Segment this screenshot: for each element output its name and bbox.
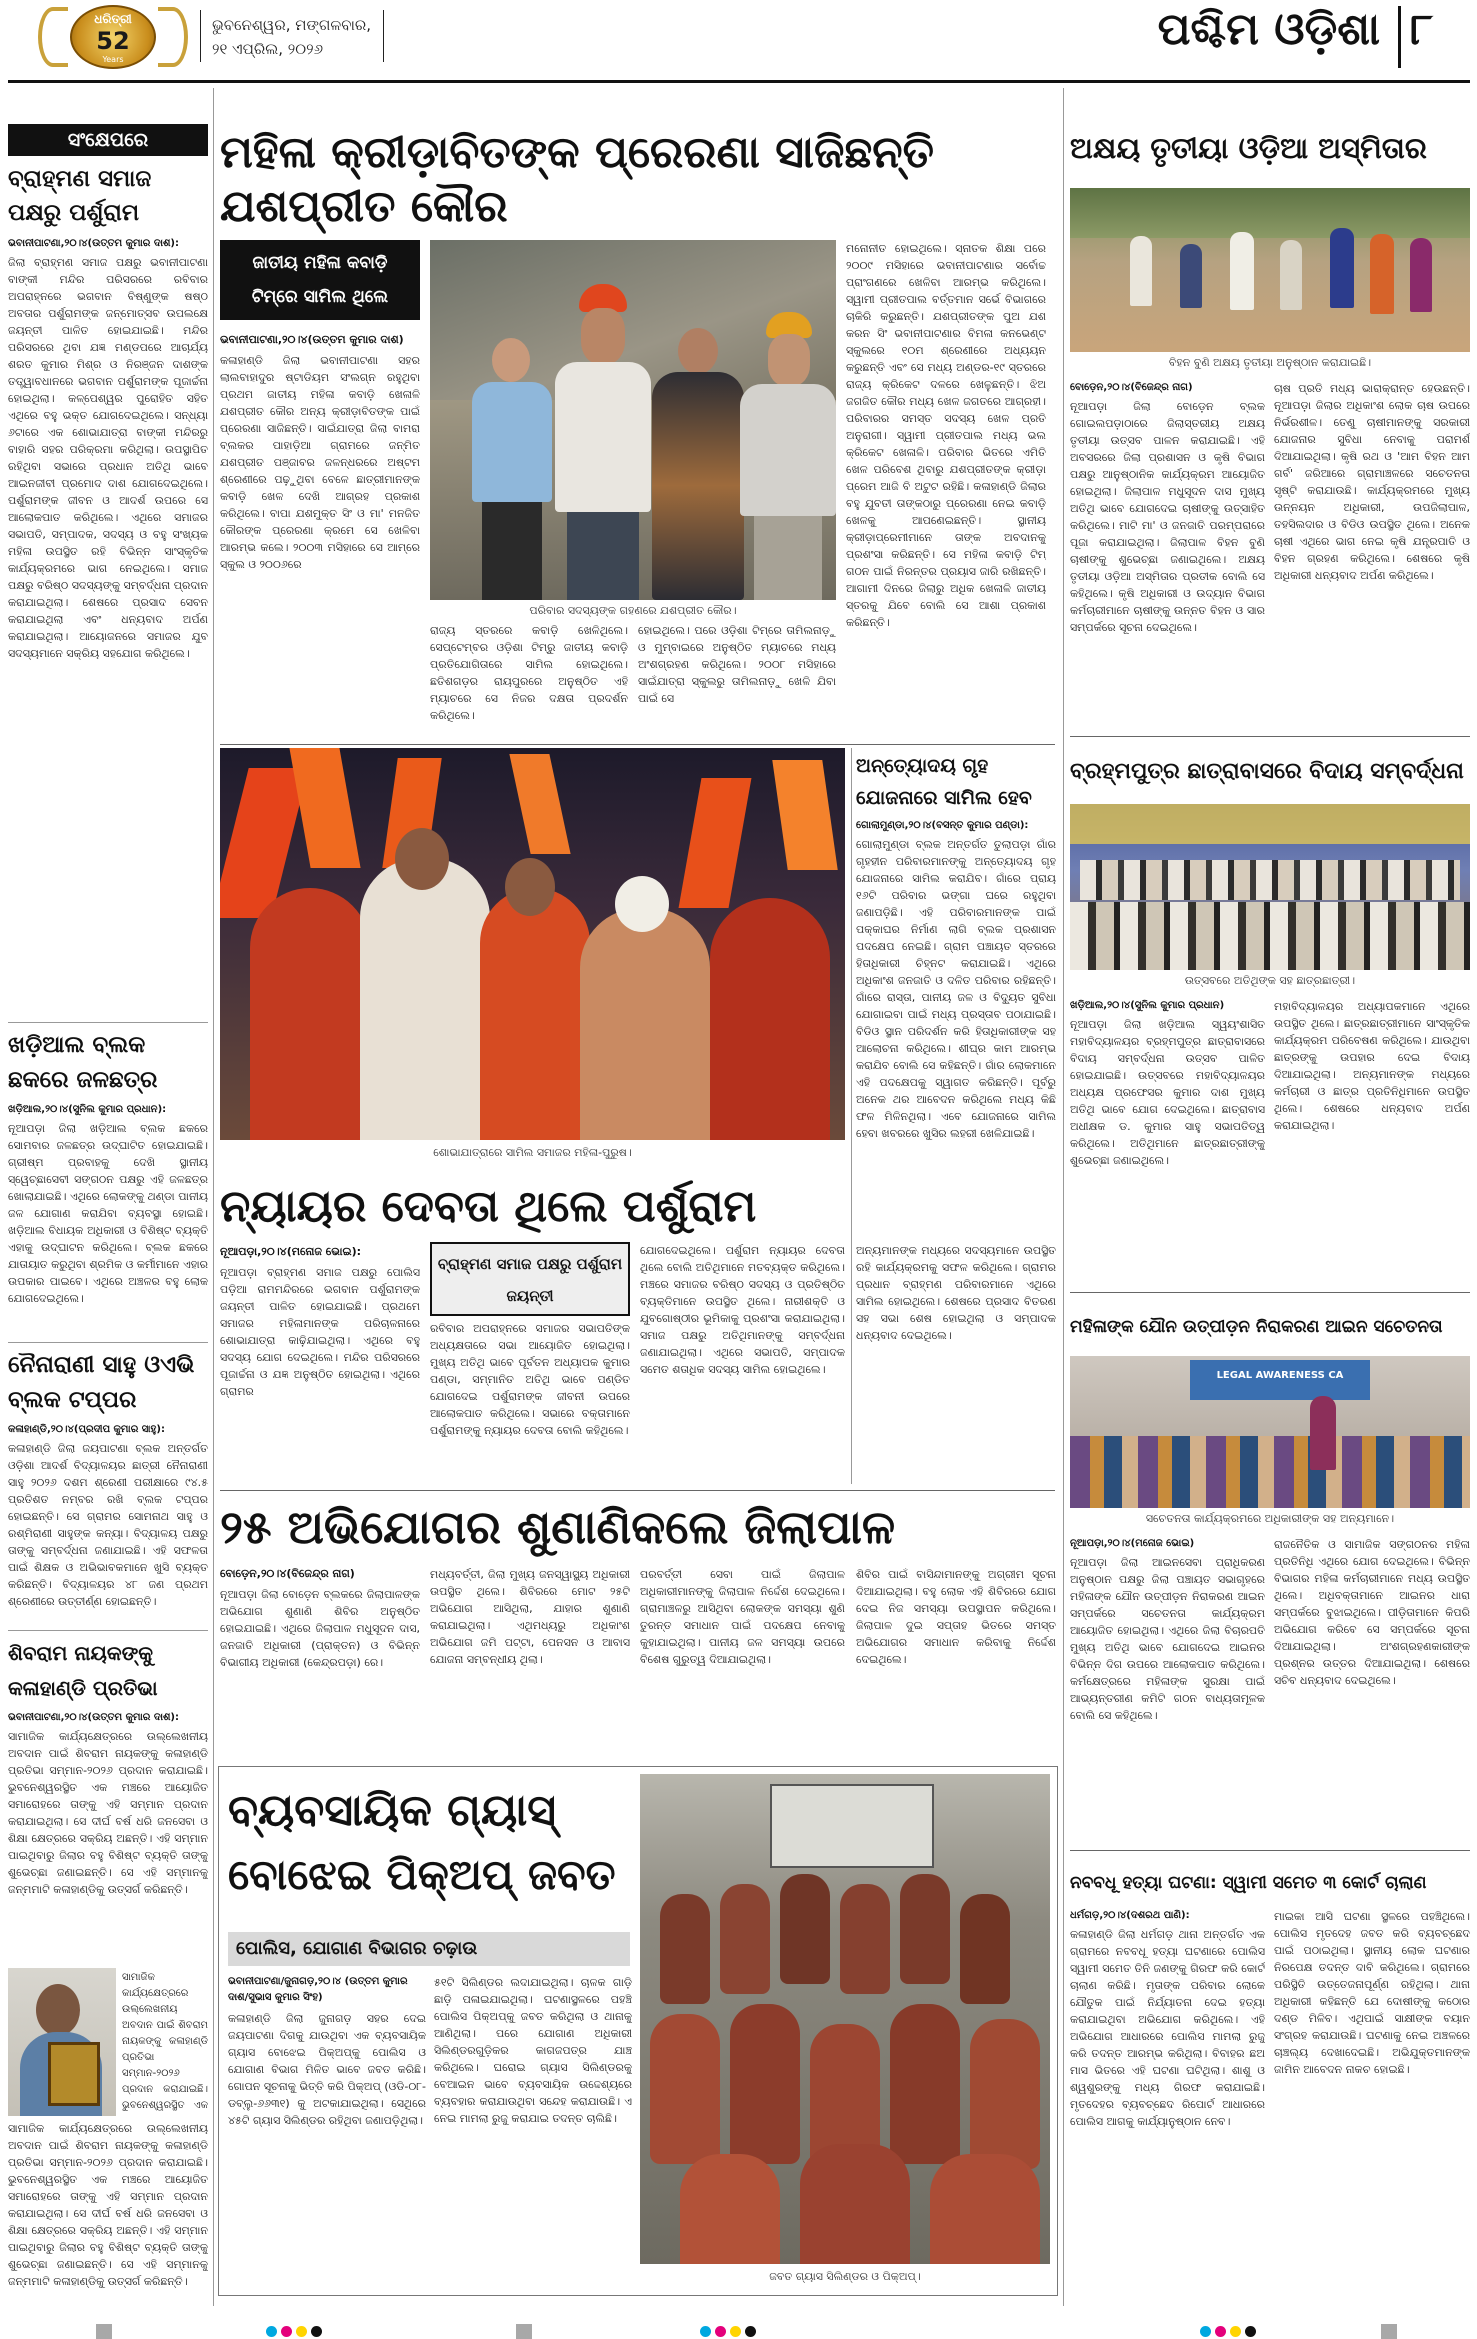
gas-headline-line2: ବୋଝେଇ ପିକ୍‌ଅପ୍ ଜବତ xyxy=(228,1850,616,1899)
brahmaputra-byline: ଖଡ଼ିଆଲ,୨୦।୪(ସୁନିଲ କୁମାର ପ୍ରଧାନ) xyxy=(1070,1000,1225,1011)
column-rule-middle xyxy=(851,748,852,1484)
awardee-portrait-photo xyxy=(8,1968,116,2116)
awareness-event-photo xyxy=(1070,1356,1470,1508)
brief-2-headline: ଖଡ଼ିଆଲ ବ୍ଲକ ଛକରେ ଜଳଛତ୍ର xyxy=(8,1032,158,1093)
gas-photo-caption: ଜବତ ଗ୍ୟାସ ସିଲିଣ୍ଡର ଓ ପିକ୍‌ଅପ୍। xyxy=(769,2270,921,2283)
akshaya-body-col2: ଚାଷ ପ୍ରତି ମଧ୍ୟ ଭାରାକ୍ରାନ୍ତ ହେଉଛନ୍ତି। ନୂଆପଡ଼ା ଜିଲାର ଅଧିକାଂଶ ଲୋକ ଚାଷ ଉପରେ ନିର୍ଭରଶୀଳ। ତେଣୁ ଚାଷୀମାନଙ୍କୁ ସରକାରୀ ଯୋଜନାର ସୁବିଧା ନେବାକୁ ପରାମର୍ଶ ଦିଆଯାଇଥିଲା। କୃଷି ରଥ ଓ 'ଆମ ବିହନ ଆମ ଗର୍ବ' ଜରିଆରେ ଗ୍ରାମାଞ୍ଚଳରେ ସଚେତନତା ସୃଷ୍ଟି କରାଯାଉଛି। କାର୍ଯ୍ୟକ୍ରମରେ ମୁଖ୍ୟ ଉନ୍ନୟନ ଅଧିକାରୀ, ଉପଜିଲାପାଳ, ତହସିଲଦାର ଓ ବିଡିଓ ଉପସ୍ଥିତ ଥିଲେ। ଅନେକ ଚାଷୀ ଏଥିରେ ଭାଗ ନେଇ କୃଷି ଯନ୍ତ୍ରପାତି ଓ ବିହନ ଗ୍ରହଣ କରିଥିଲେ। ଶେଷରେ କୃଷି ଅଧିକାରୀ ଧନ୍ୟବାଦ ଅର୍ପଣ କରିଥିଲେ। xyxy=(1274,382,1470,582)
parshuram-body-col3: ଯୋଗଦେଇଥିଲେ। ପର୍ଶୁରାମ ନ୍ୟାୟର ଦେବତା ଥିଲେ ବୋଲି ଅତିଥିମାନେ ମତବ୍ୟକ୍ତ କରିଥିଲେ। ମଞ୍ଚରେ ସମାଜର ବରିଷ୍ଠ ସଦସ୍ୟ ଓ ପ୍ରତିଷ୍ଠିତ ବ୍ୟକ୍ତିମାନେ ଉପସ୍ଥିତ ଥିଲେ। ନାରୀଶକ୍ତି ଓ ଯୁବଗୋଷ୍ଠୀର ଭୂମିକାକୁ ପ୍ରଶଂସା କରାଯାଇଥିଲା। ସମାଜ ପକ୍ଷରୁ ଅତିଥିମାନଙ୍କୁ ସମ୍ବର୍ଦ୍ଧନା ଜଣାଯାଇଥିଲା। ଏଥିରେ ସଭାପତି, ସମ୍ପାଦକ ସମେତ ଶତାଧିକ ସଦସ୍ୟ ସାମିଲ ହୋଇଥିଲେ। xyxy=(640,1244,845,1376)
housing-headline: ଅନ୍ତ୍ୟୋଦୟ ଗୃହ ଯୋଜନାରେ ସାମିଲ ହେବ xyxy=(856,755,1032,809)
lead-body-col1: କଳାହାଣ୍ଡି ଜିଲା ଭବାନୀପାଟଣା ସହର ଲାଲବାହାଦୁର ଷ୍ଟାଡିୟମ ସଂଲଗ୍ନ ରହୁଥିବା ପ୍ରଥମ ଜାତୀୟ ମହିଳା କବାଡ଼ି ଖେଳାଳି ଯଶପ୍ରୀତ କୌର ଅନ୍ୟ କ୍ରୀଡ଼ାବିତଙ୍କ ପାଇଁ ପ୍ରେରଣା ସାଜିଛନ୍ତି। ସାଇଁଯାତ୍ରା ଜିଲା ବାମରା ବ୍ଲକର ପାହାଡ଼ିଆ ଗ୍ରାମରେ ଜନ୍ମିତ ଯଶପ୍ରୀତ ପଞ୍ଜାବର ଜଳନ୍ଧରରେ ଅଷ୍ଟମ ଶ୍ରେଣୀରେ ପଢ଼ୁଥିବା ବେଳେ ଛାତ୍ରୀମାନଙ୍କ କବାଡ଼ି ଖେଳ ଦେଖି ଆଗ୍ରହ ପ୍ରକାଶ କରିଥିଲେ। ବାପା ଯଶମୁକ୍ତ ସିଂ ଓ ମା' ମନଜିତ କୌରଙ୍କ ପ୍ରେରଣା କ୍ରମେ ସେ ଖେଳିବା ଆରମ୍ଭ କଲେ। ୨୦୦୩ ମସିହାରେ ସେ ଆମ୍ରେ ସ୍କୁଲ ଓ ୨୦୦୬ରେ xyxy=(220,354,420,571)
akshaya-photo-caption: ବିହନ ବୁଣି ଅକ୍ଷୟ ତୃତୀୟା ଅନୁଷ୍ଠାନ କରାଯାଇଛି। xyxy=(1168,356,1372,369)
laurel-left-icon xyxy=(38,7,68,67)
gas-byline: ଭବାନୀପାଟଣା/ଜୁନାଗଡ଼,୨୦।୪ (ଉତ୍ତମ କୁମାର ଦାଶ/ସୁଭାସ କୁମାର ସିଂହ) xyxy=(228,1976,408,2003)
awareness-banner-text: LEGAL AWARENESS CA xyxy=(1216,1370,1344,1381)
gas-body-col1: କଳାହାଣ୍ଡି ଜିଲା ଜୁନାଗଡ଼ ସହର ଦେଇ ଜୟପାଟଣା ଦିଗକୁ ଯାଉଥିବା ଏକ ବ୍ୟବସାୟିକ ଗ୍ୟାସ ବୋଝେଇ ପିକ୍‌ଅପ୍‌କୁ ପୋଲିସ ଓ ଯୋଗାଣ ବିଭାଗ ମିଳିତ ଭାବେ ଜବତ କରିଛି। ଗୋପନ ସୂଚନାକୁ ଭିତ୍ତି କରି ପିକ୍‌ଅପ୍ (ଓଡି-୦୮-ଡବ୍ଲୁ-୬୬୩୧) କୁ ଅଟକାଯାଇଥିଲା। ସେଥିରେ ୪୫ଟି ଗ୍ୟାସ ସିଲିଣ୍ଡର ରହିଥିବା ଜଣାପଡ଼ିଥିଲା। xyxy=(228,2012,426,2127)
brief-4-body-bottom: ସାମାଜିକ କାର୍ଯ୍ୟକ୍ଷେତ୍ରରେ ଉଲ୍ଲେଖନୀୟ ଅବଦାନ ପାଇଁ ଶିବରାମ ନାୟକଙ୍କୁ କଳାହାଣ୍ଡି ପ୍ରତିଭା ସମ୍ମାନ-୨୦୨୬ ପ୍ରଦାନ କରାଯାଇଛି। ଭୁବନେଶ୍ୱରସ୍ଥିତ ଏକ ମଞ୍ଚରେ ଆୟୋଜିତ ସମାରୋହରେ ତାଙ୍କୁ ଏହି ସମ୍ମାନ ପ୍ରଦାନ କରାଯାଇଥିଲା। ସେ ଦୀର୍ଘ ବର୍ଷ ଧରି ଜନସେବା ଓ ଶିକ୍ଷା କ୍ଷେତ୍ରରେ ସକ୍ରିୟ ଅଛନ୍ତି। ଏହି ସମ୍ମାନ ପାଇଥିବାରୁ ଜିଲାର ବହୁ ବିଶିଷ୍ଟ ବ୍ୟକ୍ତି ତାଙ୍କୁ ଶୁଭେଚ୍ଛା ଜଣାଇଛନ୍ତି। ସେ ଏହି ସମ୍ମାନକୁ ଜନ୍ମମାଟି କଳାହାଣ୍ଡିକୁ ଉତ୍ସର୍ଗ କରିଛନ୍ତି। xyxy=(8,2122,208,2288)
registration-dot-magenta xyxy=(1215,2326,1226,2337)
lead-kicker: ଜାତୀୟ ମହିଳା କବାଡ଼ି ଟିମ୍‌ରେ ସାମିଲ ଥିଲେ xyxy=(251,253,389,307)
lead-body-col3: ହୋଇଥିଲେ। ପରେ ଓଡ଼ିଶା ଟିମ୍‌ରେ ତାମିଲନାଡ଼ୁ ଓ ମୁମ୍ବାଇରେ ଅନୁଷ୍ଠିତ ମ୍ୟାଚରେ ମଧ୍ୟ ଅଂଶଗ୍ରହଣ କରିଥିଲେ। ୨୦୦୮ ମସିହାରେ ସାଇଁଯାତ୍ରା ସ୍କୁଲରୁ ତାମିଲନାଡ଼ୁ ଖେଳି ଯିବା ପାଇଁ ସେ xyxy=(638,624,836,705)
brief-4-headline: ଶିବରାମ ନାୟକଙ୍କୁ କଳାହାଣ୍ଡି ପ୍ରତିଭା xyxy=(8,1641,158,1700)
legal-awareness-banner xyxy=(1190,1360,1370,1400)
awareness-photo-caption: ସଚେତନତା କାର୍ଯ୍ୟକ୍ରମରେ ଅଧିକାରୀଙ୍କ ସହ ଅନ୍ୟମାନେ। xyxy=(1145,1512,1395,1525)
dateline: ଭୁବନେଶ୍ୱର, ମଙ୍ଗଳବାର, xyxy=(212,16,372,34)
brief-1-byline: ଭବାନୀପାଟଣା,୨୦।୪(ଉତ୍ତମ କୁମାର ଦାଶ): xyxy=(8,238,180,249)
hearing-body-col3: ପରବର୍ତ୍ତୀ ସେବା ପାଇଁ ଜିଲାପାଳ ଅଧିକାରୀମାନଙ୍କୁ ଜିଲାପାଳ ନିର୍ଦ୍ଦେଶ ଦେଇଥିଲେ। ଗ୍ରାମାଞ୍ଚଳରୁ ଆସିଥିବା ଲୋକଙ୍କ ସମସ୍ୟା ଶୁଣି ତୁରନ୍ତ ସମାଧାନ ପାଇଁ ପଦକ୍ଷେପ ନେବାକୁ କୁହାଯାଇଥିଲା। ପାନୀୟ ଜଳ ସମସ୍ୟା ଉପରେ ବିଶେଷ ଗୁରୁତ୍ୱ ଦିଆଯାଇଥିଲା। xyxy=(640,1568,845,1666)
brief-3-byline: କଳାହାଣ୍ଡି,୨୦।୪(ପ୍ରଦୀପ କୁମାର ସାହୁ): xyxy=(8,1424,165,1435)
housing-body: ଗୋଲାମୁଣ୍ଡା ବ୍ଲକ ଅନ୍ତର୍ଗତ ତୁଲାପଡ଼ା ଗାଁର ଗୃହହୀନ ପରିବାରମାନଙ୍କୁ ଅନ୍ତ୍ୟୋଦୟ ଗୃହ ଯୋଜନାରେ ସାମିଲ କରାଯିବ। ଗାଁରେ ପ୍ରାୟ ୧୬ଟି ପରିବାର ଭଙ୍ଗା ଘରେ ରହୁଥିବା ଜଣାପଡ଼ିଛି। ଏହି ପରିବାରମାନଙ୍କ ପାଇଁ ପକ୍କାଘର ନିର୍ମାଣ ଲାଗି ବ୍ଲକ ପ୍ରଶାସନ ପଦକ୍ଷେପ ନେଇଛି। ଗ୍ରାମ ପଞ୍ଚାୟତ ସ୍ତରରେ ହିତାଧିକାରୀ ଚିହ୍ନଟ କରାଯାଇଛି। ଏଥିରେ ଅଧିକାଂଶ ଜନଜାତି ଓ ଦଳିତ ପରିବାର ରହିଛନ୍ତି। ଗାଁରେ ରାସ୍ତା, ପାନୀୟ ଜଳ ଓ ବିଦ୍ୟୁତ ସୁବିଧା ଯୋଗାଇବା ପାଇଁ ମଧ୍ୟ ପ୍ରସ୍ତାବ ପଠାଯାଇଛି। ବିଡିଓ ସ୍ଥାନ ପରିଦର୍ଶନ କରି ହିତାଧିକାରୀଙ୍କ ସହ ଆଲୋଚନା କରିଥିଲେ। ଶୀଘ୍ର କାମ ଆରମ୍ଭ କରାଯିବ ବୋଲି ସେ କହିଛନ୍ତି। ଗାଁର ଲୋକମାନେ ଏହି ପଦକ୍ଷେପକୁ ସ୍ୱାଗତ କରିଛନ୍ତି। ପୂର୍ବରୁ ଅନେକ ଥର ଆବେଦନ କରିଥିଲେ ମଧ୍ୟ କିଛି ଫଳ ମିଳିନଥିଲା। ଏବେ ଯୋଜନାରେ ସାମିଲ ହେବା ଖବରରେ ଖୁସିର ଲହରୀ ଖେଳିଯାଇଛି। xyxy=(856,838,1056,1140)
person-woman-1 xyxy=(472,338,552,600)
masthead-rule xyxy=(8,80,1470,83)
flag-5 xyxy=(679,778,752,908)
brief-3-body: କଳାହାଣ୍ଡି ଜିଲା ଜୟପାଟଣା ବ୍ଲକ ଅନ୍ତର୍ଗତ ଓଡ଼ିଶା ଆଦର୍ଶ ବିଦ୍ୟାଳୟର ଛାତ୍ରୀ ନୈନାରାଣୀ ସାହୁ ୨୦୨୬ ଦଶମ ଶ୍ରେଣୀ ପରୀକ୍ଷାରେ ୯୪.୫ ପ୍ରତିଶତ ନମ୍ବର ରଖି ବ୍ଲକ ଟପ୍ପର ହୋଇଛନ୍ତି। ସେ ଗ୍ରାମର ସୋମନାଥ ସାହୁ ଓ ରଶ୍ମିରାଣୀ ସାହୁଙ୍କ କନ୍ୟା। ବିଦ୍ୟାଳୟ ପକ୍ଷରୁ ତାଙ୍କୁ ସମ୍ବର୍ଦ୍ଧନା ଜଣାଯାଇଛି। ଏହି ସଫଳତା ପାଇଁ ଶିକ୍ଷକ ଓ ଅଭିଭାବକମାନେ ଖୁସି ବ୍ୟକ୍ତ କରିଛନ୍ତି। ବିଦ୍ୟାଳୟର ୪୮ ଜଣ ପ୍ରଥମ ଶ୍ରେଣୀରେ ଉତ୍ତୀର୍ଣ୍ଣ ହୋଇଛନ୍ତି। xyxy=(8,1442,208,1608)
brief-divider-1 xyxy=(8,1022,208,1023)
murder-headline: ନବବଧୂ ହତ୍ୟା ଘଟଣା: ସ୍ୱାମୀ ସମେତ ୩ କୋର୍ଟ ଚାଲାଣ xyxy=(1070,1873,1427,1893)
parshuram-body-col2: ରବିବାର ଅପରାହ୍ନରେ ସମାଜର ସଭାପତିଙ୍କ ଅଧ୍ୟକ୍ଷତାରେ ସଭା ଆୟୋଜିତ ହୋଇଥିଲା। ମୁଖ୍ୟ ଅତିଥି ଭାବେ ପୂର୍ବତନ ଅଧ୍ୟାପକ କୁମାର ପଣ୍ଡା, ସମ୍ମାନିତ ଅତିଥି ଭାବେ ପଣ୍ଡିତ ଯୋଗଦେଇ ପର୍ଶୁରାମଙ୍କ ଜୀବନୀ ଉପରେ ଆଲୋକପାତ କରିଥିଲେ। ସଭାରେ ବକ୍ତାମାନେ ପର୍ଶୁରାମଙ୍କୁ ନ୍ୟାୟର ଦେବତା ବୋଲି କହିଥିଲେ। xyxy=(430,1322,630,1437)
brief-1-body: ଜିଲା ବ୍ରାହ୍ମଣ ସମାଜ ପକ୍ଷରୁ ଭବାନୀପାଟଣା ବାଙ୍କୀ ମନ୍ଦିର ପରିସରରେ ରବିବାର ଅପରାହ୍ନରେ ଭଗବାନ ବିଷ୍ଣୁଙ୍କ ଷଷ୍ଠ ଅବତାର ପର୍ଶୁରାମଙ୍କ ଜନ୍ମୋତ୍ସବ ଉପଲକ୍ଷେ ଜୟନ୍ତୀ ପାଳିତ ହୋଇଯାଇଛି। ମନ୍ଦିର ପରିସରରେ ଥିବା ଯଜ୍ଞ ମଣ୍ଡପରେ ଆଚାର୍ଯ୍ୟ ଶରତ କୁମାର ମିଶ୍ର ଓ ନିରଞ୍ଜନ ଦାଶଙ୍କ ତତ୍ତ୍ୱାବଧାନରେ ଭଗବାନ ପର୍ଶୁରାମଙ୍କ ପୂଜାର୍ଚ୍ଚନା ହୋଇଥିଲା। କଳ୍ପେଶ୍ୱର ପୁରୋହିତ ସହିତ ଏଥିରେ ବହୁ ଭକ୍ତ ଯୋଗଦେଇଥିଲେ। ସନ୍ଧ୍ୟା ୬ଟାରେ ଏକ ଶୋଭାଯାତ୍ରା ବାଙ୍କୀ ମନ୍ଦିରରୁ ବାହାରି ସହର ପରିକ୍ରମା କରିଥିଲା। ଉପସ୍ଥାପିତ ରହିଥିବା ସଭାରେ ପ୍ରଧାନ ଅତିଥି ଭାବେ ଆଇନଜୀବୀ ପ୍ରମୋଦ ଦାଶ ଯୋଗଦେଇଥିଲେ। ପର୍ଶୁରାମଙ୍କ ଜୀବନ ଓ ଆଦର୍ଶ ଉପରେ ସେ ଆଲୋକପାତ କରିଥିଲେ। ଏଥିରେ ସମାଜର ସଭାପତି, ସମ୍ପାଦକ, ସଦସ୍ୟ ଓ ବହୁ ସଂଖ୍ୟକ ମହିଳା ଉପସ୍ଥିତ ରହି ବିଭିନ୍ନ ସାଂସ୍କୃତିକ କାର୍ଯ୍ୟକ୍ରମରେ ଭାଗ ନେଇଥିଲେ। ସମାଜ ପକ୍ଷରୁ ବରିଷ୍ଠ ସଦସ୍ୟଙ୍କୁ ସମ୍ବର୍ଦ୍ଧନା ପ୍ରଦାନ କରାଯାଇଥିଲା। ଶେଷରେ ପ୍ରସାଦ ସେବନ କରାଯାଇଥିଲା ଏବଂ ଧନ୍ୟବାଦ ଅର୍ପଣ କରାଯାଇଥିଲା। ଆୟୋଜନରେ ସମାଜର ଯୁବ ସଦସ୍ୟମାନେ ସକ୍ରିୟ ସହଯୋଗ କରିଥିଲେ। xyxy=(8,256,208,660)
flag-4 xyxy=(509,754,570,854)
masthead-divider xyxy=(200,10,201,62)
registration-dot-yellow xyxy=(730,2326,741,2337)
gas-headline-line1: ବ୍ୟବସାୟିକ ଗ୍ୟାସ୍ xyxy=(228,1785,556,1836)
brahmaputra-body-col1: ନୂଆପଡ଼ା ଜିଲା ଖଡ଼ିଆଲ ସ୍ୱୟଂଶାସିତ ମହାବିଦ୍ୟାଳୟର ବ୍ରହ୍ମପୁତ୍ର ଛାତ୍ରାବାସରେ ବିଦାୟ ସମ୍ବର୍ଦ୍ଧନା ଉତ୍ସବ ପାଳିତ ହୋଇଯାଇଛି। ଉତ୍ସବରେ ମହାବିଦ୍ୟାଳୟର ଅଧ୍ୟକ୍ଷ ପ୍ରଫେସର କୁମାର ଦାଶ ମୁଖ୍ୟ ଅତିଥି ଭାବେ ଯୋଗ ଦେଇଥିଲେ। ଛାତ୍ରାବାସ ଅଧୀକ୍ଷକ ଡ. କୁମାର ସାହୁ ସଭାପତିତ୍ୱ କରିଥିଲେ। ଅତିଥିମାନେ ଛାତ୍ରଛାତ୍ରୀଙ୍କୁ ଶୁଭେଚ୍ଛା ଜଣାଇଥିଲେ। xyxy=(1070,1018,1265,1167)
person-woman-2 xyxy=(652,328,744,600)
page-number: ୮ xyxy=(1410,4,1433,55)
registration-dot-cyan xyxy=(266,2326,277,2337)
akshaya-bottom-rule xyxy=(1070,736,1470,737)
brief-2-body: ନୂଆପଡ଼ା ଜିଲା ଖଡ଼ିଆଲ ବ୍ଲକ ଛକରେ ସୋମବାର ଜଳଛତ୍ର ଉଦ୍‌ଘାଟିତ ହୋଇଯାଇଛି। ଗ୍ରୀଷ୍ମ ପ୍ରବାହକୁ ଦେଖି ସ୍ଥାନୀୟ ସ୍ୱେଚ୍ଛାସେବୀ ସଙ୍ଗଠନ ପକ୍ଷରୁ ଏହି ଜଳଛତ୍ର ଖୋଲାଯାଇଛି। ଏଥିରେ ଲୋକଙ୍କୁ ଥଣ୍ଡା ପାନୀୟ ଜଳ ଯୋଗାଣ କରାଯିବା ବ୍ୟବସ୍ଥା ହୋଇଛି। ଖଡ଼ିଆଲ ବିଧାୟକ ଅଧିକାରୀ ଓ ବିଶିଷ୍ଟ ବ୍ୟକ୍ତି ଏହାକୁ ଉଦ୍‌ଘାଟନ କରିଥିଲେ। ବ୍ଲକ ଛକରେ ଯାତାୟାତ କରୁଥିବା ଶ୍ରମିକ ଓ କର୍ମୀମାନେ ଏହାର ଉପକାର ପାଇବେ। ଏଥିରେ ଅଞ୍ଚଳର ବହୁ ଲୋକ ଯୋଗଦେଇଥିଲେ। xyxy=(8,1122,208,1305)
akshaya-field-photo xyxy=(1070,188,1470,352)
awareness-byline: ନୂଆପଡ଼ା,୨୦।୪(ମନୋଜ ଭୋଇ) xyxy=(1070,1538,1195,1549)
brief-divider-3 xyxy=(8,1630,208,1631)
parshuram-bottom-rule xyxy=(220,1490,1055,1491)
brief-4-byline: ଭବାନୀପାଟଣା,୨୦।୪(ଉତ୍ତମ କୁମାର ଦାଶ): xyxy=(8,1712,180,1723)
parshuram-byline: ନୂଆପଡ଼ା,୨୦।୪(ମନୋଜ ଭୋଇ): xyxy=(220,1245,362,1258)
procession-photo-caption: ଶୋଭାଯାତ୍ରାରେ ସାମିଲ ସମାଜର ମହିଳା-ପୁରୁଷ। xyxy=(433,1146,632,1159)
housing-byline: ଗୋଲାମୁଣ୍ଡା,୨୦।୪(ବସନ୍ତ କୁମାର ପଣ୍ଡା): xyxy=(856,820,1029,831)
lead-body-col4: ମନୋନୀତ ହୋଇଥିଲେ। ସ୍ନାତକ ଶିକ୍ଷା ପରେ ୨୦୦୯ ମସିହାରେ ଭବାନୀପାଟଣାର ସର୍ବୋଚ୍ଚ ପ୍ରାଂଗଣରେ ଖେଳିବା ଆରମ୍ଭ କରିଥିଲେ। ସ୍ୱାମୀ ପ୍ରୀତପାଲ ବର୍ତ୍ତମାନ ସର୍ଭେ ବିଭାଗରେ ଚାକିରି କରୁଛନ୍ତି। ଯଶପ୍ରୀତଙ୍କ ପୁଅ ଯଶ କରନ ସିଂ ଭବାନୀପାଟଣାର ବିମଳା କନଭେଣ୍ଟ ସ୍କୁଲରେ ୧୦ମ ଶ୍ରେଣୀରେ ଅଧ୍ୟୟନ କରୁଛନ୍ତି ଏବଂ ସେ ମଧ୍ୟ ଅଣ୍ଡର-୧୯ ସ୍ତରରେ ରାଜ୍ୟ କ୍ରିକେଟ ଦଳରେ ଖେଳୁଛନ୍ତି। ଝିଅ ଜଗଜିତ କୌର ମଧ୍ୟ ଖେଳ ଜଗତରେ ଆଗ୍ରହୀ। ପରିବାରର ସମସ୍ତ ସଦସ୍ୟ ଖେଳ ପ୍ରତି ଅନୁରାଗୀ। ସ୍ୱାମୀ ପ୍ରୀତପାଲ ମଧ୍ୟ ଭଲ କ୍ରିକେଟ ଖେଳାଳି। ପରିବାର ଭିତରେ ଏମିତି ଖେଳ ପରିବେଶ ଥିବାରୁ ଯଶପ୍ରୀତଙ୍କ କ୍ରୀଡ଼ା ପ୍ରେମ ଆଜି ବି ଅଟୁଟ ରହିଛି। କଳାହାଣ୍ଡି ଜିଲାର ବହୁ ଯୁବତୀ ତାଙ୍କଠାରୁ ପ୍ରେରଣା ନେଇ କବାଡ଼ି ଖେଳକୁ ଆପଣେଇଛନ୍ତି। ସ୍ଥାନୀୟ କ୍ରୀଡ଼ାପ୍ରେମୀମାନେ ତାଙ୍କ ଅବଦାନକୁ ପ୍ରଶଂସା କରିଛନ୍ତି। ସେ ମହିଳା କବାଡ଼ି ଟିମ୍ ଗଠନ ପାଇଁ ନିରନ୍ତର ପ୍ରୟାସ ଜାରି ରଖିଛନ୍ତି। ଆଗାମୀ ଦିନରେ ଜିଲାରୁ ଅଧିକ ଖେଳାଳି ଜାତୀୟ ସ୍ତରକୁ ଯିବେ ବୋଲି ସେ ଆଶା ପ୍ରକାଶ କରିଛନ୍ତି। xyxy=(846,242,1046,629)
brahmaputra-headline: ବ୍ରହ୍ମପୁତ୍ର ଛାତ୍ରାବାସରେ ବିଦାୟ ସମ୍ବର୍ଦ୍ଧନା xyxy=(1070,759,1464,784)
lead-photo-caption: ପରିବାର ସଦସ୍ୟଙ୍କ ଗହଣରେ ଯଶପ୍ରୀତ କୌର। xyxy=(529,604,737,617)
flag-6 xyxy=(772,760,837,870)
print-mark-grey-3 xyxy=(1381,2324,1397,2339)
lead-bottom-rule xyxy=(220,744,1055,745)
awareness-body-col2: ରାଜନୈତିକ ଓ ସାମାଜିକ ସଙ୍ଗଠନର ମହିଳା ପ୍ରତିନିଧି ଏଥିରେ ଯୋଗ ଦେଇଥିଲେ। ବିଭିନ୍ନ ବିଭାଗର ମହିଳା କର୍ମଚାରୀମାନେ ମଧ୍ୟ ଉପସ୍ଥିତ ଥିଲେ। ଅଧିବକ୍ତାମାନେ ଆଇନର ଧାରା ସମ୍ପର୍କରେ ବୁଝାଇଥିଲେ। ପୀଡ଼ିତାମାନେ କିପରି ଅଭିଯୋଗ କରିବେ ସେ ସମ୍ପର୍କରେ ସୂଚନା ଦିଆଯାଇଥିଲା। ଅଂଶଗ୍ରହଣକାରୀଙ୍କ ପ୍ରଶ୍ନର ଉତ୍ତର ଦିଆଯାଇଥିଲା। ଶେଷରେ ସଚିବ ଧନ୍ୟବାଦ ଦେଇଥିଲେ। xyxy=(1274,1538,1470,1687)
parshuram-body-col1: ନୂଆପଡ଼ା ବ୍ରାହ୍ମଣ ସମାଜ ପକ୍ଷରୁ ପୋଲିସ ପଡ଼ିଆ ରାମମନ୍ଦିରରେ ଭଗବାନ ପର୍ଶୁରାମଙ୍କ ଜୟନ୍ତୀ ପାଳିତ ହୋଇଯାଇଛି। ପ୍ରଥମେ ସମାଜର ମହିଳାମାନଙ୍କ ପରିଚାଳନାରେ ଶୋଭାଯାତ୍ରା କାଢ଼ିଯାଇଥିଲା। ଏଥିରେ ବହୁ ସଦସ୍ୟ ଯୋଗ ଦେଇଥିଲେ। ମନ୍ଦିର ପରିସରରେ ପୂଜାର୍ଚ୍ଚନା ଓ ଯଜ୍ଞ ଅନୁଷ୍ଠିତ ହୋଇଥିଲା। ଏଥିରେ ଗ୍ରାମର xyxy=(220,1266,420,1398)
registration-dot-yellow xyxy=(1230,2326,1241,2337)
brief-4-body-side: ସାମାଜିକ କାର୍ଯ୍ୟକ୍ଷେତ୍ରରେ ଉଲ୍ଲେଖନୀୟ ଅବଦାନ ପାଇଁ ଶିବରାମ ନାୟକଙ୍କୁ କଳାହାଣ୍ଡି ପ୍ରତିଭା ସମ୍ମାନ-୨୦୨୬ ପ୍ରଦାନ କରାଯାଇଛି। ଭୁବନେଶ୍ୱରସ୍ଥିତ ଏକ xyxy=(122,1972,208,2111)
anniversary-word: Years xyxy=(102,55,124,64)
anniversary-number: 52 xyxy=(96,27,130,55)
flag-2 xyxy=(289,748,360,868)
hearing-body-col1: ନୂଆପଡ଼ା ଜିଲା ବୋଡ଼େନ ବ୍ଲକରେ ଜିଲାପାଳଙ୍କ ଅଭିଯୋଗ ଶୁଣାଣି ଶିବିର ଅନୁଷ୍ଠିତ ହୋଇଯାଇଛି। ଏଥିରେ ଜିଲାପାଳ ମଧୁସୂଦନ ଦାସ, ଜନଜାତି ଅଧିକାରୀ (ପ୍ରାକ୍ତନ) ଓ ବିଭିନ୍ନ ବିଭାଗୀୟ ଅଧିକାରୀ (କେନ୍ଦ୍ରପଡ଼ା) ରେ। xyxy=(220,1588,420,1669)
procession-photo xyxy=(220,748,845,1140)
lead-headline: ମହିଳା କ୍ରୀଡ଼ାବିତଙ୍କ ପ୍ରେରଣା ସାଜିଛନ୍ତି ଯଶପ୍ରୀତ କୌର xyxy=(220,127,934,232)
awareness-body-col1: ନୂଆପଡ଼ା ଜିଲା ଆଇନସେବା ପ୍ରାଧିକରଣ ଅନୁଷ୍ଠାନ ପକ୍ଷରୁ ଜିଲା ପଞ୍ଚାୟତ ସଭାଗୃହରେ ମହିଳାଙ୍କ ଯୌନ ଉତ୍ପୀଡ଼ନ ନିରାକରଣ ଆଇନ ସମ୍ପର୍କରେ ସଚେତନତା କାର୍ଯ୍ୟକ୍ରମ ଆୟୋଜିତ ହୋଇଥିଲା। ଏଥିରେ ଜିଲା ବିଚାରପତି ମୁଖ୍ୟ ଅତିଥି ଭାବେ ଯୋଗଦେଇ ଆଇନର ବିଭିନ୍ନ ଦିଗ ଉପରେ ଆଲୋକପାତ କରିଥିଲେ। କର୍ମକ୍ଷେତ୍ରରେ ମହିଳାଙ୍କ ସୁରକ୍ଷା ପାଇଁ ଆଭ୍ୟନ୍ତରୀଣ କମିଟି ଗଠନ ବାଧ୍ୟତାମୂଳକ ବୋଲି ସେ କହିଥିଲେ। xyxy=(1070,1556,1265,1722)
column-rule-right xyxy=(1063,88,1064,2306)
parshuram-body-col4: ଅନ୍ୟମାନଙ୍କ ମଧ୍ୟରେ ସଦସ୍ୟମାନେ ଉପସ୍ଥିତ ରହି କାର୍ଯ୍ୟକ୍ରମକୁ ସଫଳ କରିଥିଲେ। ଗ୍ରାମର ପ୍ରଧାନ ବ୍ରାହ୍ମଣ ପରିବାରମାନେ ଏଥିରେ ସାମିଲ ହୋଇଥିଲେ। ଶେଷରେ ପ୍ରସାଦ ବିତରଣ ସହ ସଭା ଶେଷ ହୋଇଥିଲା ଓ ସମ୍ପାଦକ ଧନ୍ୟବାଦ ଦେଇଥିଲେ। xyxy=(856,1244,1056,1342)
registration-dot-cyan xyxy=(1200,2326,1211,2337)
person-man-1 xyxy=(555,284,651,600)
masthead-divider-2 xyxy=(383,10,384,62)
brief-3-headline: ନୈନାରାଣୀ ସାହୁ ଓଏଭି ବ୍ଲକ ଟପ୍ପର xyxy=(8,1352,195,1413)
briefs-heading: ସଂକ୍ଷେପରେ xyxy=(8,124,208,156)
pickup-truck xyxy=(770,1784,934,1868)
registration-dot-yellow xyxy=(296,2326,307,2337)
hearing-body-col2: ମଧ୍ୟବର୍ତ୍ତୀ, ଜିଲା ମୁଖ୍ୟ ଜନସ୍ୱାସ୍ଥ୍ୟ ଅଧିକାରୀ ଉପସ୍ଥିତ ଥିଲେ। ଶିବିରରେ ମୋଟ ୨୫ଟି ଅଭିଯୋଗ ଆସିଥିଲା, ଯାହାର ଶୁଣାଣି କରାଯାଇଥିଲା। ଏଥିମଧ୍ୟରୁ ଅଧିକାଂଶ ଅଭିଯୋଗ ଜମି ପଟ୍ଟା, ପେନସନ ଓ ଆବାସ ଯୋଜନା ସମ୍ବନ୍ଧୀୟ ଥିଲା। xyxy=(430,1568,630,1666)
hearing-body-col4: ଶିବିର ପାଇଁ ବାସିନ୍ଦାମାନଙ୍କୁ ଅଗ୍ରୀମ ସୂଚନା ଦିଆଯାଇଥିଲା। ବହୁ ଲୋକ ଏହି ଶିବିରରେ ଯୋଗ ଦେଇ ନିଜ ସମସ୍ୟା ଉପସ୍ଥାପନ କରିଥିଲେ। ଜିଲାପାଳ ଦୁଇ ସପ୍ତାହ ଭିତରେ ସମସ୍ତ ଅଭିଯୋଗର ସମାଧାନ କରିବାକୁ ନିର୍ଦ୍ଦେଶ ଦେଇଥିଲେ। xyxy=(856,1568,1056,1666)
akshaya-body-col1: ନୂଆପଡ଼ା ଜିଲା ବୋଡ଼େନ ବ୍ଲକ ଗୋଇଲପଡ଼ାଠାରେ ଜିଲାସ୍ତରୀୟ ଅକ୍ଷୟ ତୃତୀୟା ଉତ୍ସବ ପାଳନ କରାଯାଇଛି। ଏହି ଅବସରରେ ଜିଲା ପ୍ରଶାସନ ଓ କୃଷି ବିଭାଗ ପକ୍ଷରୁ ଆନୁଷ୍ଠାନିକ କାର୍ଯ୍ୟକ୍ରମ ଆୟୋଜିତ ହୋଇଥିଲା। ଜିଲାପାଳ ମଧୁସୂଦନ ଦାସ ମୁଖ୍ୟ ଅତିଥି ଭାବେ ଯୋଗଦେଇ ଚାଷୀଙ୍କୁ ଉତ୍ସାହିତ କରିଥିଲେ। ମାଟି ମା' ଓ ଜନଜାତି ପରମ୍ପରାରେ ପୂଜା କରାଯାଇଥିଲା। ଜିଲାପାଳ ବିହନ ବୁଣି ଚାଷୀଙ୍କୁ ଶୁଭେଚ୍ଛା ଜଣାଇଥିଲେ। ଅକ୍ଷୟ ତୃତୀୟା ଓଡ଼ିଆ ଅସ୍ମିତାର ପ୍ରତୀକ ବୋଲି ସେ କହିଥିଲେ। କୃଷି ଅଧିକାରୀ ଓ ଉଦ୍ୟାନ ବିଭାଗ କର୍ମଚାରୀମାନେ ଚାଷୀଙ୍କୁ ଉନ୍ନତ ବିହନ ଓ ସାର ସମ୍ପର୍କରେ ସୂଚନା ଦେଇଥିଲେ। xyxy=(1070,400,1265,634)
registration-dot-black xyxy=(745,2326,756,2337)
brief-2-byline: ଖଡ଼ିଆଲ,୨୦।୪(ସୁନିଲ କୁମାର ପ୍ରଧାନ): xyxy=(8,1104,167,1115)
column-rule-left xyxy=(213,88,214,2306)
murder-byline: ଧର୍ମଗଡ଼,୨୦।୪(ଦଶରଥ ପାଣି): xyxy=(1070,1910,1190,1921)
section-title: ପଶ୍ଚିମ ଓଡ଼ିଶା xyxy=(1157,4,1380,55)
murder-body-col2: ମାଇକା ଆସି ଘଟଣା ସ୍ଥଳରେ ପହଞ୍ଚିଥିଲେ। ପୋଲିସ ମୃତଦେହ ଜବତ କରି ବ୍ୟବଚ୍ଛେଦ ପାଇଁ ପଠାଇଥିଲା। ସ୍ଥାନୀୟ ଲୋକ ଘଟଣାର ନିରପେକ୍ଷ ତଦନ୍ତ ଦାବି କରିଥିଲେ। ଗ୍ରାମରେ ପରିସ୍ଥିତି ଉତ୍ତେଜନାପୂର୍ଣ୍ଣ ରହିଥିଲା। ଥାନା ଅଧିକାରୀ କହିଛନ୍ତି ଯେ ଦୋଷୀଙ୍କୁ କଠୋର ଦଣ୍ଡ ମିଳିବ। ଏଥିପାଇଁ ସାକ୍ଷୀଙ୍କ ବୟାନ ସଂଗ୍ରହ କରାଯାଉଛି। ଘଟଣାକୁ ନେଇ ଅଞ୍ଚଳରେ ଚାଞ୍ଚଲ୍ୟ ଦେଖାଦେଇଛି। ଅଭିଯୁକ୍ତମାନଙ୍କ ଜାମିନ ଆବେଦନ ନାକଚ ହୋଇଛି। xyxy=(1274,1910,1470,2076)
registration-dot-magenta xyxy=(715,2326,726,2337)
issue-date: ୨୧ ଏପ୍ରିଲ, ୨୦୨୬ xyxy=(212,40,323,58)
akshaya-byline: ବୋଡ଼େନ,୨୦।୪(ବିଜେନ୍ଦ୍ର ନାଗ) xyxy=(1070,382,1193,393)
print-mark-grey-1 xyxy=(96,2324,112,2339)
gas-cylinders-photo xyxy=(640,1774,1050,2264)
laurel-right-icon xyxy=(158,7,188,67)
masthead xyxy=(0,0,1477,74)
brief-divider-2 xyxy=(8,1342,208,1343)
awareness-headline: ମହିଳାଙ୍କ ଯୌନ ଉତ୍ପୀଡ଼ନ ନିରାକରଣ ଆଇନ ସଚେତନତା xyxy=(1070,1317,1443,1337)
akshaya-headline: ଅକ୍ଷୟ ତୃତୀୟା ଓଡ଼ିଆ ଅସ୍ମିତାର xyxy=(1070,131,1427,165)
hearing-headline: ୨୫ ଅଭିଯୋଗର ଶୁଣାଣିକଲେ ଜିଲାପାଳ xyxy=(220,1500,896,1554)
murder-body-col1: କଳାହାଣ୍ଡି ଜିଲା ଧର୍ମଗଡ଼ ଥାନା ଅନ୍ତର୍ଗତ ଏକ ଗ୍ରାମରେ ନବବଧୂ ହତ୍ୟା ଘଟଣାରେ ପୋଲିସ ସ୍ୱାମୀ ସମେତ ତିନି ଜଣଙ୍କୁ ଗିରଫ କରି କୋର୍ଟ ଚାଲାଣ କରିଛି। ମୃତାଙ୍କ ପରିବାର ଲୋକେ ଯୌତୁକ ପାଇଁ ନିର୍ଯ୍ୟାତନା ଦେଇ ହତ୍ୟା କରାଯାଇଥିବା ଅଭିଯୋଗ କରିଥିଲେ। ଏହି ଅଭିଯୋଗ ଆଧାରରେ ପୋଲିସ ମାମଲା ରୁଜୁ କରି ତଦନ୍ତ ଆରମ୍ଭ କରିଥିଲା। ବିବାହର ଛଅ ମାସ ଭିତରେ ଏହି ଘଟଣା ଘଟିଥିଲା। ଶାଶୁ ଓ ଶ୍ୱଶୁରଙ୍କୁ ମଧ୍ୟ ଗିରଫ କରାଯାଇଛି। ମୃତଦେହର ବ୍ୟବଚ୍ଛେଦ ରିପୋର୍ଟ ଆଧାରରେ ପୋଲିସ ଆଗକୁ କାର୍ଯ୍ୟାନୁଷ୍ଠାନ ନେବ। xyxy=(1070,1928,1265,2128)
brief-1-headline: ବ୍ରାହ୍ମଣ ସମାଜ ପକ୍ଷରୁ ପର୍ଶୁରାମ xyxy=(8,166,152,226)
lead-body-col2: ରାଜ୍ୟ ସ୍ତରରେ କବାଡ଼ି ଖେଳିଥିଲେ। ସେପ୍ଟେମ୍ବର ଓଡ଼ିଶା ଟିମ୍‌ରୁ ଜାତୀୟ କବାଡ଼ି ପ୍ରତିଯୋଗିତାରେ ସାମିଲ ହୋଇଥିଲେ। ଛତିଶଗଡ଼ର ରାୟପୁରରେ ଅନୁଷ୍ଠିତ ଏହି ମ୍ୟାଚରେ ସେ ନିଜର ଦକ୍ଷତା ପ୍ରଦର୍ଶନ କରିଥିଲେ। xyxy=(430,624,628,722)
parshuram-headline: ନ୍ୟାୟର ଦେବତା ଥିଲେ ପର୍ଶୁରାମ xyxy=(220,1181,757,1232)
gas-kicker-box xyxy=(228,1932,630,1966)
hearing-byline: ବୋଡ଼େନ,୨୦।୪(ବିଜେନ୍ଦ୍ର ନାଗ) xyxy=(220,1567,355,1580)
briefs-column xyxy=(8,88,208,2306)
award-plaque xyxy=(48,2042,100,2106)
brahmaputra-photo-caption: ଉତ୍ସବରେ ଅତିଥିଙ୍କ ସହ ଛାତ୍ରଛାତ୍ରୀ। xyxy=(1184,974,1356,987)
gas-kicker: ପୋଲିସ, ଯୋଗାଣ ବିଭାଗର ଚଢ଼ାଉ xyxy=(236,1938,478,1959)
brief-4-body-top: ସାମାଜିକ କାର୍ଯ୍ୟକ୍ଷେତ୍ରରେ ଉଲ୍ଲେଖନୀୟ ଅବଦାନ ପାଇଁ ଶିବରାମ ନାୟକଙ୍କୁ କଳାହାଣ୍ଡି ପ୍ରତିଭା ସମ୍ମାନ-୨୦୨୬ ପ୍ରଦାନ କରାଯାଇଛି। ଭୁବନେଶ୍ୱରସ୍ଥିତ ଏକ ମଞ୍ଚରେ ଆୟୋଜିତ ସମାରୋହରେ ତାଙ୍କୁ ଏହି ସମ୍ମାନ ପ୍ରଦାନ କରାଯାଇଥିଲା। ସେ ଦୀର୍ଘ ବର୍ଷ ଧରି ଜନସେବା ଓ ଶିକ୍ଷା କ୍ଷେତ୍ରରେ ସକ୍ରିୟ ଅଛନ୍ତି। ଏହି ସମ୍ମାନ ପାଇଥିବାରୁ ଜିଲାର ବହୁ ବିଶିଷ୍ଟ ବ୍ୟକ୍ତି ତାଙ୍କୁ ଶୁଭେଚ୍ଛା ଜଣାଇଛନ୍ତି। ସେ ଏହି ସମ୍ମାନକୁ ଜନ୍ମମାଟି କଳାହାଣ୍ଡିକୁ ଉତ୍ସର୍ଗ କରିଛନ୍ତି। xyxy=(8,1730,208,1896)
registration-dot-cyan xyxy=(700,2326,711,2337)
lead-byline: ଭବାନୀପାଟଣା,୨୦।୪(ଉତ୍ତମ କୁମାର ଦାଶ) xyxy=(220,333,404,346)
anniversary-seal xyxy=(70,5,156,69)
lead-kicker-box xyxy=(220,240,420,320)
logo-text: ଧରିତ୍ରୀ xyxy=(94,12,132,26)
registration-dot-magenta xyxy=(281,2326,292,2337)
brahmaputra-group-photo xyxy=(1070,804,1470,970)
registration-dot-black xyxy=(311,2326,322,2337)
parshuram-kicker: ବ୍ରାହ୍ମଣ ସମାଜ ପକ୍ଷରୁ ପର୍ଶୁରାମ ଜୟନ୍ତୀ xyxy=(437,1255,623,1305)
brahmaputra-bottom-rule xyxy=(1070,1292,1470,1293)
awareness-bottom-rule xyxy=(1070,1850,1470,1851)
person-man-2 xyxy=(740,312,836,600)
page-number-divider xyxy=(1398,6,1401,68)
brahmaputra-body-col2: ମହାବିଦ୍ୟାଳୟର ଅଧ୍ୟାପକମାନେ ଏଥିରେ ଉପସ୍ଥିତ ଥିଲେ। ଛାତ୍ରଛାତ୍ରୀମାନେ ସାଂସ୍କୃତିକ କାର୍ଯ୍ୟକ୍ରମ ପରିବେଷଣ କରିଥିଲେ। ଯାଉଥିବା ଛାତ୍ରଙ୍କୁ ଉପହାର ଦେଇ ବିଦାୟ ଦିଆଯାଇଥିଲା। ଅନ୍ୟମାନଙ୍କ ମଧ୍ୟରେ କର୍ମଚାରୀ ଓ ଛାତ୍ର ପ୍ରତିନିଧିମାନେ ଉପସ୍ଥିତ ଥିଲେ। ଶେଷରେ ଧନ୍ୟବାଦ ଅର୍ପଣ କରାଯାଇଥିଲା। xyxy=(1274,1000,1470,1132)
anniversary-logo xyxy=(38,4,188,70)
print-mark-grey-2 xyxy=(516,2324,532,2339)
registration-dot-black xyxy=(1245,2326,1256,2337)
parshuram-kicker-box xyxy=(430,1242,630,1316)
gas-body-col2: ୫୧ଟି ସିଲିଣ୍ଡର ଲଦାଯାଇଥିଲା। ଚାଳକ ଗାଡ଼ି ଛାଡ଼ି ପଳାଇଯାଇଥିଲା। ଘଟଣାସ୍ଥଳରେ ପହଞ୍ଚି ପୋଲିସ ପିକ୍‌ଅପ୍‌କୁ ଜବତ କରିଥିଲା ଓ ଥାନାକୁ ଆଣିଥିଲା। ପରେ ଯୋଗାଣ ଅଧିକାରୀ ସିଲିଣ୍ଡରଗୁଡ଼ିକର କାଗଜପତ୍ର ଯାଞ୍ଚ କରିଥିଲେ। ଘରୋଇ ଗ୍ୟାସ ସିଲିଣ୍ଡରକୁ ବେଆଇନ ଭାବେ ବ୍ୟବସାୟିକ ଉଦ୍ଦେଶ୍ୟରେ ବ୍ୟବହାର କରାଯାଉଥିବା ସନ୍ଦେହ କରାଯାଉଛି। ଏ ନେଇ ମାମଲା ରୁଜୁ କରାଯାଇ ତଦନ୍ତ ଚାଲିଛି। xyxy=(434,1976,632,2125)
lead-family-photo xyxy=(430,240,836,600)
